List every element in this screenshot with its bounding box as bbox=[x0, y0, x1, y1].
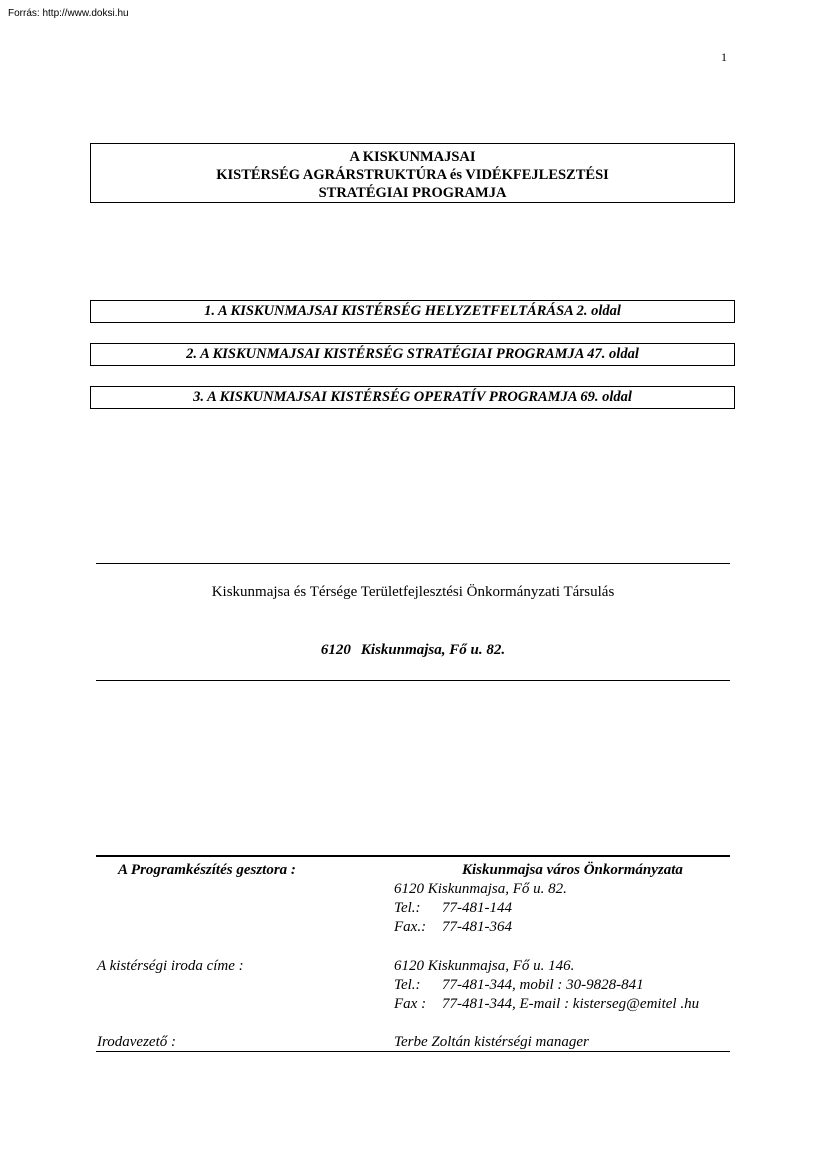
manager-label: Irodavezető : bbox=[97, 1034, 176, 1050]
organization-name: Kiskunmajsa és Térsége Területfejlesztési Önkormányzati Társulás bbox=[211, 584, 615, 600]
title-line-3: STRATÉGIAI PROGRAMJA bbox=[318, 185, 507, 201]
divider-footer-top bbox=[96, 855, 730, 857]
office-tel: 77-481-344, mobil : 30-9828-841 bbox=[442, 977, 644, 993]
office-fax-label: Fax : bbox=[394, 996, 427, 1012]
sponsor-tel-label: Tel.: bbox=[394, 900, 421, 916]
divider-footer-bottom bbox=[96, 1051, 730, 1052]
title-line-1: A KISKUNMAJSAI bbox=[349, 149, 476, 165]
divider-middle bbox=[96, 680, 730, 681]
manager-name: Terbe Zoltán kistérségi manager bbox=[394, 1034, 589, 1050]
sponsor-fax-label: Fax.: bbox=[394, 919, 427, 935]
office-tel-label: Tel.: bbox=[394, 977, 421, 993]
organization-address bbox=[96, 642, 730, 659]
sponsor-tel: 77-481-144 bbox=[442, 900, 512, 916]
page-number: 1 bbox=[721, 50, 727, 64]
office-address: 6120 Kiskunmajsa, Fő u. 146. bbox=[394, 958, 575, 974]
org-street: Kiskunmajsa, Fő u. 82. bbox=[360, 642, 506, 658]
divider-top bbox=[96, 563, 730, 564]
sponsor-fax: 77-481-364 bbox=[442, 919, 512, 935]
office-fax: 77-481-344, E-mail : kisterseg@emitel .hu bbox=[442, 996, 700, 1012]
title-line-2: KISTÉRSÉG AGRÁRSTRUKTÚRA és VIDÉKFEJLESZTÉSI bbox=[216, 167, 609, 183]
office-label: A kistérségi iroda címe : bbox=[97, 958, 244, 974]
title-box bbox=[90, 143, 735, 203]
source-url: Forrás: http://www.doksi.hu bbox=[8, 8, 129, 19]
toc-item-3: 3. A KISKUNMAJSAI KISTÉRSÉG OPERATÍV PROGRAMJA 69. oldal bbox=[90, 386, 735, 409]
toc-item-2: 2. A KISKUNMAJSAI KISTÉRSÉG STRATÉGIAI PROGRAMJA 47. oldal bbox=[90, 343, 735, 366]
sponsor-label: A Programkészítés gesztora : bbox=[118, 862, 296, 878]
sponsor-name: Kiskunmajsa város Önkormányzata bbox=[462, 862, 683, 878]
toc-item-1: 1. A KISKUNMAJSAI KISTÉRSÉG HELYZETFELTÁRÁSA 2. oldal bbox=[90, 300, 735, 323]
sponsor-address: 6120 Kiskunmajsa, Fő u. 82. bbox=[394, 881, 567, 897]
org-zip: 6120 bbox=[320, 642, 351, 658]
